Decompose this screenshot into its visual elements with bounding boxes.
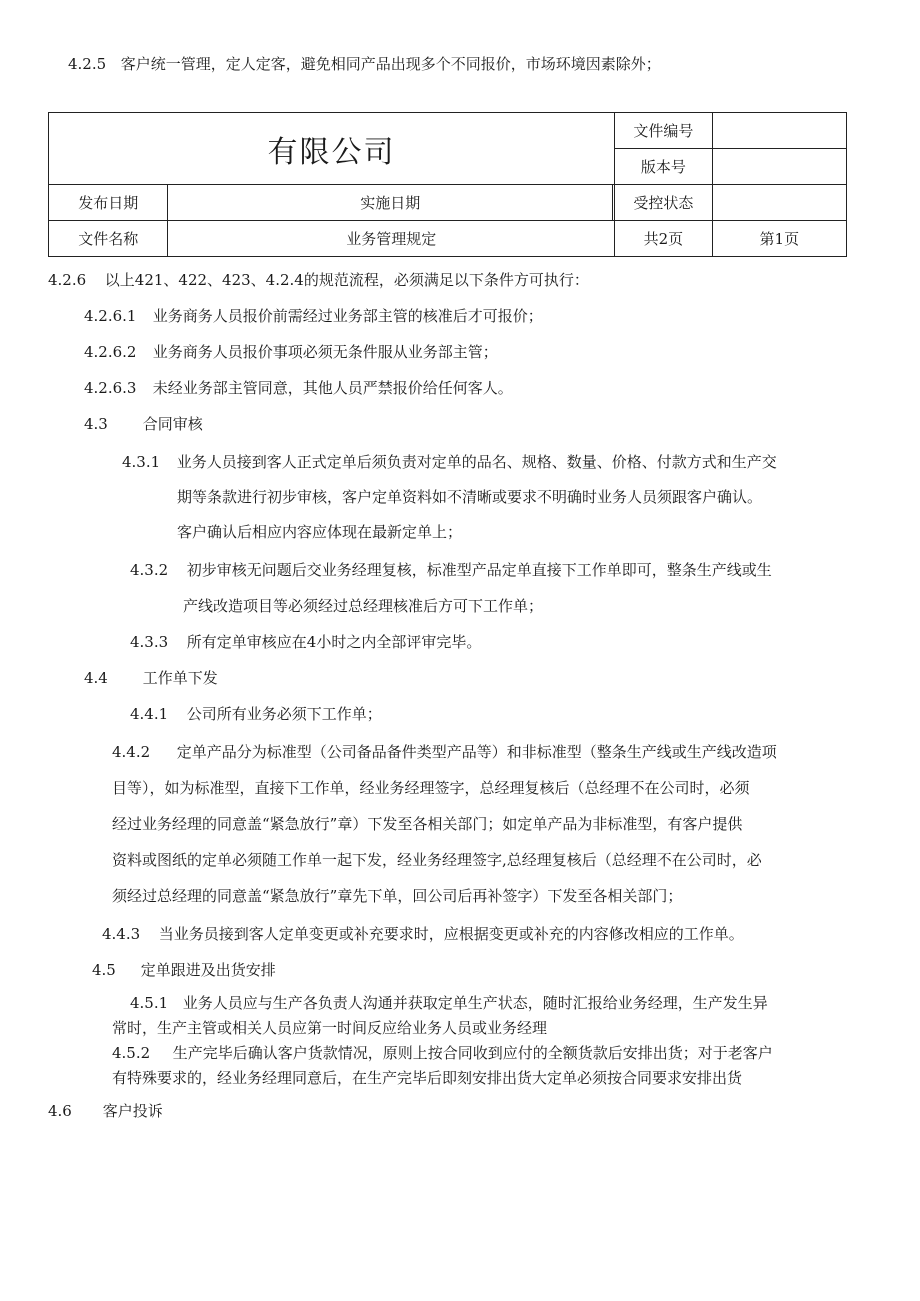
clause-text: 客户统一管理，定人定客，避免相同产品出现多个不同报价，市场环境因素除外； bbox=[120, 55, 661, 73]
clause-4-4-2-line4: 资料或图纸的定单必须随工作单一起下发，经业务经理签字,总经理复核后（总经理不在公司时，必 bbox=[112, 851, 762, 869]
clause-4-4-3 bbox=[102, 924, 744, 944]
clause-4-4-2-line5: 须经过总经理的同意盖“紧急放行”章先下单，回公司后再补签字）下发至各相关部门； bbox=[112, 887, 683, 905]
clause-4-2-6-2 bbox=[84, 342, 498, 362]
section-4-5 bbox=[92, 960, 276, 980]
page-number: 第1页 bbox=[712, 221, 846, 257]
clause-number: 4.3.1 bbox=[122, 453, 161, 471]
effective-date-label: 实施日期 bbox=[168, 185, 613, 221]
clause-number: 4.3.2 bbox=[130, 561, 169, 579]
clause-4-3-1-line1 bbox=[122, 452, 777, 472]
clause-4-4-2-line1 bbox=[112, 742, 777, 762]
clause-4-3-2-line1 bbox=[130, 560, 772, 580]
clause-4-2-6-3 bbox=[84, 378, 513, 398]
clause-text: 当业务员接到客人定单变更或补充要求时，应根据变更或补充的内容修改相应的工作单。 bbox=[158, 925, 744, 943]
clause-text: 公司所有业务必须下工作单； bbox=[186, 705, 382, 723]
file-name-label: 文件名称 bbox=[49, 221, 168, 257]
clause-text: 业务商务人员报价事项必须无条件服从业务部主管； bbox=[152, 343, 498, 361]
clause-text: 业务商务人员报价前需经过业务部主管的核准后才可报价； bbox=[152, 307, 543, 325]
clause-number: 4.2.5 bbox=[68, 55, 107, 73]
document-header-table bbox=[48, 112, 847, 257]
section-4-4 bbox=[84, 668, 218, 688]
section-title: 定单跟进及出货安排 bbox=[140, 961, 276, 979]
section-number: 4.5 bbox=[92, 961, 116, 979]
company-name: 有限公司 bbox=[49, 113, 615, 185]
clause-text: 所有定单审核应在4小时之内全部评审完毕。 bbox=[186, 633, 482, 651]
section-number: 4.6 bbox=[48, 1102, 72, 1120]
clause-number: 4.5.1 bbox=[130, 994, 169, 1012]
section-4-6 bbox=[48, 1101, 163, 1121]
clause-text: 未经业务部主管同意，其他人员严禁报价给任何客人。 bbox=[152, 379, 513, 397]
clause-4-4-2-line2: 目等），如为标准型，直接下工作单，经业务经理签字，总经理复核后（总经理不在公司时，必须 bbox=[112, 779, 750, 797]
version-value bbox=[712, 149, 846, 185]
clause-number: 4.2.6 bbox=[48, 271, 87, 289]
clause-number: 4.5.2 bbox=[112, 1044, 151, 1062]
section-title: 客户投诉 bbox=[102, 1102, 163, 1120]
file-name-value: 业务管理规定 bbox=[168, 221, 615, 257]
clause-4-3-3 bbox=[130, 632, 481, 652]
clause-4-5-2-line1 bbox=[112, 1043, 773, 1063]
clause-4-2-5 bbox=[68, 54, 661, 74]
clause-4-5-2-line2: 有特殊要求的，经业务经理同意后，在生产完毕后即刻安排出货大定单必须按合同要求安排出货 bbox=[112, 1069, 743, 1087]
clause-number: 4.3.3 bbox=[130, 633, 169, 651]
clause-text: 初步审核无问题后交业务经理复核，标准型产品定单直接下工作单即可，整条生产线或生 bbox=[186, 561, 772, 579]
total-pages: 共2页 bbox=[615, 221, 713, 257]
clause-number: 4.2.6.2 bbox=[84, 343, 137, 361]
section-number: 4.4 bbox=[84, 669, 108, 687]
file-no-value bbox=[712, 113, 846, 149]
clause-4-5-1-line1 bbox=[130, 993, 768, 1013]
clause-4-3-1-line3: 客户确认后相应内容应体现在最新定单上； bbox=[177, 523, 463, 541]
clause-number: 4.4.2 bbox=[112, 743, 151, 761]
clause-text: 生产完毕后确认客户货款情况，原则上按合同收到应付的全额货款后安排出货；对于老客户 bbox=[172, 1044, 773, 1062]
control-status-label: 受控状态 bbox=[615, 185, 713, 221]
clause-4-3-2-line2: 产线改造项目等必须经过总经理核准后方可下工作单； bbox=[183, 597, 544, 615]
clause-4-3-1-line2: 期等条款进行初步审核，客户定单资料如不清晰或要求不明确时业务人员须跟客户确认。 bbox=[177, 488, 763, 506]
section-4-3 bbox=[84, 414, 203, 434]
clause-number: 4.4.1 bbox=[130, 705, 169, 723]
clause-text: 定单产品分为标准型（公司备品备件类型产品等）和非标准型（整条生产线或生产线改造项 bbox=[176, 743, 777, 761]
file-no-label: 文件编号 bbox=[615, 113, 713, 149]
section-title: 合同审核 bbox=[142, 415, 203, 433]
version-label: 版本号 bbox=[615, 149, 713, 185]
publish-date-label: 发布日期 bbox=[49, 185, 168, 221]
clause-number: 4.4.3 bbox=[102, 925, 141, 943]
clause-text: 以上421、422、423、4.2.4的规范流程，必须满足以下条件方可执行： bbox=[104, 271, 589, 289]
control-status-value bbox=[712, 185, 846, 221]
clause-number: 4.2.6.1 bbox=[84, 307, 137, 325]
clause-4-2-6 bbox=[48, 270, 589, 290]
clause-4-2-6-1 bbox=[84, 306, 543, 326]
clause-text: 业务人员接到客人正式定单后须负责对定单的品名、规格、数量、价格、付款方式和生产交 bbox=[176, 453, 777, 471]
clause-4-4-1 bbox=[130, 704, 382, 724]
clause-text: 业务人员应与生产各负责人沟通并获取定单生产状态，随时汇报给业务经理，生产发生异 bbox=[182, 994, 768, 1012]
section-number: 4.3 bbox=[84, 415, 108, 433]
clause-number: 4.2.6.3 bbox=[84, 379, 137, 397]
clause-4-4-2-line3: 经过业务经理的同意盖“紧急放行”章）下发至各相关部门；如定单产品为非标准型，有客户提供 bbox=[112, 815, 743, 833]
clause-4-5-1-line2: 常时，生产主管或相关人员应第一时间反应给业务人员或业务经理 bbox=[112, 1019, 548, 1037]
section-title: 工作单下发 bbox=[142, 669, 218, 687]
